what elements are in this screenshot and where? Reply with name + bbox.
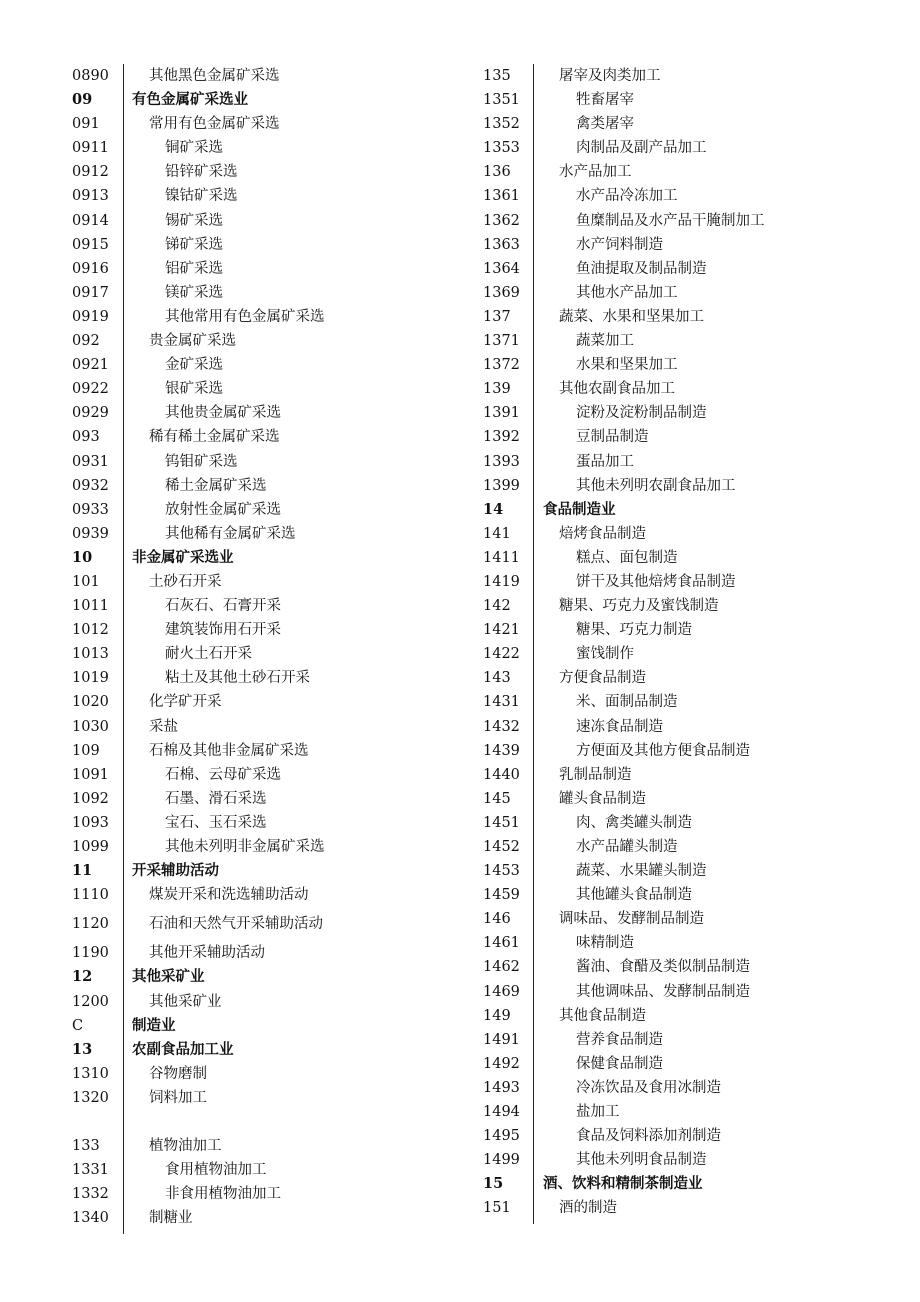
classification-row [72,941,442,965]
industry-code: 0933 [72,501,109,518]
industry-code: 1364 [483,260,520,277]
category-heading-row [72,1038,442,1062]
industry-name: 钨钼矿采选 [165,453,238,470]
classification-row [72,666,442,690]
classification-row [483,715,883,739]
industry-code: 1340 [72,1210,109,1227]
classification-row [72,233,442,257]
industry-name: 铝矿采选 [165,260,223,277]
industry-name: 谷物磨制 [149,1065,207,1082]
industry-code: 1351 [483,92,520,109]
classification-row [72,377,442,401]
industry-name: 蔬菜、水果和坚果加工 [559,308,704,325]
industry-name: 糖果、巧克力制造 [576,622,692,639]
category-heading-row [72,88,442,112]
classification-row [483,401,883,425]
category-heading-row [72,965,442,989]
industry-code: 1469 [483,983,520,1000]
industry-code: 1461 [483,935,520,952]
industry-code: 133 [72,1138,100,1155]
classification-row [72,883,442,907]
industry-code: 0890 [72,68,109,84]
industry-code: 1190 [72,945,109,962]
industry-code: 092 [72,333,100,350]
industry-code: 1392 [483,429,520,446]
industry-name: 盐加工 [576,1104,620,1121]
industry-code: 1499 [483,1152,520,1169]
industry-name: 酱油、食醋及类似制品制造 [576,959,750,976]
industry-code: 1110 [72,887,109,904]
industry-code: 0939 [72,525,109,542]
industry-name: 乳制品制造 [559,766,632,783]
industry-code: 0916 [72,260,109,277]
industry-name: 煤炭开采和洗选辅助活动 [149,887,309,904]
classification-row [483,160,883,184]
industry-code: 091 [72,116,100,133]
industry-code: 1369 [483,284,520,301]
classification-row [483,474,883,498]
industry-code: 09 [72,91,93,109]
industry-name: 常用有色金属矿采选 [149,116,280,133]
classification-row [72,990,442,1014]
industry-name: 豆制品制造 [576,429,649,446]
classification-row [72,353,442,377]
classification-row [72,715,442,739]
classification-row [483,546,883,570]
industry-code: 1493 [483,1079,520,1096]
classification-row [72,329,442,353]
classification-row [72,594,442,618]
classification-row [72,1086,442,1110]
industry-code: 146 [483,911,511,928]
industry-name: 蜜饯制作 [576,646,634,663]
industry-name: 石棉、云母矿采选 [165,766,281,783]
industry-name: 方便面及其他方便食品制造 [576,742,750,759]
classification-row [72,1062,442,1086]
classification-row [483,184,883,208]
classification-row [72,450,442,474]
industry-code: 0922 [72,381,109,398]
industry-code: 0911 [72,140,109,157]
industry-code: 0929 [72,405,109,422]
classification-row [483,1100,883,1124]
classification-row [483,883,883,907]
industry-code: 1030 [72,718,109,735]
industry-name: 焙烤食品制造 [559,525,646,542]
classification-row [483,1196,883,1220]
industry-code: 1361 [483,188,520,205]
industry-code: 109 [72,742,100,759]
industry-code: 1391 [483,405,520,422]
industry-name: 锑矿采选 [165,236,223,253]
industry-name: 铅锌矿采选 [165,164,238,181]
industry-name: 鱼糜制品及水产品干腌制加工 [576,212,765,229]
classification-row [72,912,442,936]
classification-row [483,642,883,666]
industry-code: 1362 [483,212,520,229]
industry-name: 屠宰及肉类加工 [559,68,661,84]
industry-name: 调味品、发酵制品制造 [559,911,704,928]
classification-row [72,474,442,498]
industry-code: 12 [72,968,93,986]
classification-row [72,618,442,642]
industry-code: 1320 [72,1089,109,1106]
classification-row [72,160,442,184]
industry-name: 饼干及其他焙烤食品制造 [576,573,736,590]
industry-name: 镁矿采选 [165,284,223,301]
industry-code: 151 [483,1200,511,1217]
classification-row [483,666,883,690]
classification-row [72,570,442,594]
industry-name: 其他贵金属矿采选 [165,405,281,422]
classification-row [483,811,883,835]
classification-row [483,1148,883,1172]
industry-name: 宝石、玉石采选 [165,814,267,831]
industry-code: 1462 [483,959,520,976]
classification-row [483,835,883,859]
classification-row [72,184,442,208]
industry-code: 0914 [72,212,109,229]
industry-code: 10 [72,548,93,566]
industry-name: 耐火土石开采 [165,646,252,663]
industry-name: 水产品加工 [559,164,632,181]
classification-row [483,618,883,642]
industry-name: 其他采矿业 [149,993,222,1010]
industry-name: 水产品罐头制造 [576,839,678,855]
industry-name: 建筑装饰用石开采 [165,622,281,639]
classification-row [483,377,883,401]
industry-code: 0919 [72,308,109,325]
industry-name: 植物油加工 [149,1138,222,1155]
industry-name: 镍钴矿采选 [165,188,238,205]
industry-name: 稀有稀土金属矿采选 [149,429,280,446]
industry-code: 1439 [483,742,520,759]
industry-name: 糖果、巧克力及蜜饯制造 [559,598,719,615]
classification-row [483,88,883,112]
classification-row [483,329,883,353]
industry-name: 水产品冷冻加工 [576,188,678,205]
industry-name: 肉制品及副产品加工 [576,140,707,157]
industry-name: 罐头食品制造 [559,790,646,807]
classification-row [72,763,442,787]
industry-name: 水果和坚果加工 [576,357,678,374]
classification-row [483,739,883,763]
industry-code: 0917 [72,284,109,301]
industry-name: 保健食品制造 [576,1055,663,1072]
industry-code: 14 [483,500,504,518]
industry-name: 方便食品制造 [559,670,646,687]
industry-code: 1422 [483,646,520,663]
classification-row [72,1182,442,1206]
industry-name: 其他开采辅助活动 [149,945,265,962]
industry-name: 有色金属矿采选业 [132,91,248,109]
industry-code: 1012 [72,622,109,639]
industry-code: 136 [483,164,511,181]
classification-row [483,64,883,88]
industry-code: 1371 [483,333,520,350]
industry-code: 1099 [72,839,109,855]
classification-row [72,787,442,811]
industry-name: 冷冻饮品及食用冰制造 [576,1079,721,1096]
category-heading-row [483,1172,883,1196]
industry-name: 其他调味品、发酵制品制造 [576,983,750,1000]
classification-row [72,112,442,136]
industry-code: 0932 [72,477,109,494]
industry-name: 农副食品加工业 [132,1040,234,1058]
classification-row [483,980,883,1004]
industry-code: 1352 [483,116,520,133]
classification-row [483,955,883,979]
industry-code: 15 [483,1175,504,1193]
classification-row [483,450,883,474]
industry-name: 食用植物油加工 [165,1162,267,1179]
industry-name: 金矿采选 [165,357,223,374]
industry-code: 143 [483,670,511,687]
industry-code: 1451 [483,814,520,831]
industry-code: 141 [483,525,511,542]
industry-code: 1393 [483,453,520,470]
industry-name: 非金属矿采选业 [132,548,234,566]
industry-code: 1453 [483,863,520,880]
industry-name: 其他未列明农副食品加工 [576,477,736,494]
industry-name: 鱼油提取及制品制造 [576,260,707,277]
industry-code: 1120 [72,916,109,933]
classification-row [483,136,883,160]
industry-code: 139 [483,381,511,398]
category-heading-row [72,859,442,883]
industry-code: 1459 [483,887,520,904]
classification-row [72,1158,442,1182]
industry-code: 135 [483,68,511,84]
classification-row [483,907,883,931]
industry-code: 1452 [483,839,520,855]
classification-row [483,859,883,883]
industry-name: 其他农副食品加工 [559,381,675,398]
classification-row [483,522,883,546]
classification-row [72,64,442,88]
industry-code: 0931 [72,453,109,470]
industry-name: 制糖业 [149,1210,193,1227]
right-column [483,64,883,1221]
industry-name: 淀粉及淀粉制品制造 [576,405,707,422]
industry-code: 1432 [483,718,520,735]
classification-row [72,690,442,714]
industry-name: 其他未列明食品制造 [576,1152,707,1169]
industry-name: 食品及饲料添加剂制造 [576,1128,721,1145]
classification-row [72,209,442,233]
industry-code: 1332 [72,1186,109,1203]
industry-code: 1494 [483,1104,520,1121]
industry-code: 093 [72,429,100,446]
industry-name: 蔬菜、水果罐头制造 [576,863,707,880]
industry-code: 1492 [483,1055,520,1072]
industry-name: 开采辅助活动 [132,862,219,880]
industry-name: 其他黑色金属矿采选 [149,68,280,84]
industry-name: 银矿采选 [165,381,223,398]
classification-row [483,209,883,233]
classification-row [72,1134,442,1158]
classification-row [483,763,883,787]
industry-code: 1019 [72,670,109,687]
industry-code: 1091 [72,766,109,783]
industry-name: 锡矿采选 [165,212,223,229]
industry-code: 1411 [483,549,520,566]
classification-row [483,257,883,281]
industry-name: 稀土金属矿采选 [165,477,267,494]
industry-code: 1363 [483,236,520,253]
industry-name: 酒的制造 [559,1200,617,1217]
industry-name: 肉、禽类罐头制造 [576,814,692,831]
industry-name: 蛋品加工 [576,453,634,470]
classification-row [483,425,883,449]
industry-code: 1331 [72,1162,109,1179]
industry-name: 其他水产品加工 [576,284,678,301]
left-column [72,64,442,1230]
industry-name: 铜矿采选 [165,140,223,157]
industry-name: 石棉及其他非金属矿采选 [149,742,309,759]
classification-row [72,257,442,281]
industry-name: 其他采矿业 [132,968,205,986]
industry-name: 放射性金属矿采选 [165,501,281,518]
industry-name: 土砂石开采 [149,573,222,590]
industry-code: 11 [72,862,93,880]
industry-code: C [72,1017,84,1034]
industry-code: 1020 [72,694,109,711]
classification-row [72,642,442,666]
industry-name: 酒、饮料和精制茶制造业 [543,1175,703,1193]
classification-row [483,1124,883,1148]
industry-code: 1011 [72,598,109,615]
industry-name: 其他食品制造 [559,1007,646,1024]
industry-code: 142 [483,598,511,615]
industry-name: 水产饲料制造 [576,236,663,253]
industry-name: 采盐 [149,718,178,735]
industry-name: 饲料加工 [149,1089,207,1106]
classification-row [72,498,442,522]
industry-name: 石油和天然气开采辅助活动 [149,916,323,933]
industry-code: 13 [72,1040,93,1058]
industry-name: 牲畜屠宰 [576,92,634,109]
industry-name: 糕点、面包制造 [576,549,678,566]
industry-name: 非食用植物油加工 [165,1186,281,1203]
industry-name: 贵金属矿采选 [149,333,236,350]
industry-code: 1093 [72,814,109,831]
classification-row [72,835,442,859]
classification-row [483,787,883,811]
classification-row [483,1004,883,1028]
industry-code: 0921 [72,357,109,374]
classification-row [483,1052,883,1076]
industry-name: 营养食品制造 [576,1031,663,1048]
industry-name: 味精制造 [576,935,634,952]
industry-code: 1399 [483,477,520,494]
industry-code: 1092 [72,790,109,807]
industry-code: 0912 [72,164,109,181]
category-heading-row [483,498,883,522]
industry-name: 其他常用有色金属矿采选 [165,308,325,325]
industry-name: 其他罐头食品制造 [576,887,692,904]
classification-row [72,136,442,160]
classification-row [483,233,883,257]
classification-row [72,305,442,329]
industry-code: 1200 [72,993,109,1010]
industry-code: 1013 [72,646,109,663]
industry-name: 速冻食品制造 [576,718,663,735]
industry-code: 101 [72,573,100,590]
classification-row [483,570,883,594]
industry-name: 制造业 [132,1016,176,1034]
industry-code: 1310 [72,1065,109,1082]
classification-row [72,281,442,305]
industry-code: 149 [483,1007,511,1024]
industry-code: 145 [483,790,511,807]
classification-row [483,1028,883,1052]
classification-row [483,281,883,305]
industry-code: 1495 [483,1128,520,1145]
industry-name: 化学矿开采 [149,694,222,711]
classification-row [72,1206,442,1230]
category-heading-row [72,1014,442,1038]
industry-name: 食品制造业 [543,500,616,518]
industry-name: 其他稀有金属矿采选 [165,525,296,542]
industry-code: 1372 [483,357,520,374]
industry-name: 其他未列明非金属矿采选 [165,839,325,855]
industry-code: 1419 [483,573,520,590]
industry-name: 石灰石、石膏开采 [165,598,281,615]
industry-code: 0913 [72,188,109,205]
classification-row [72,522,442,546]
industry-code: 0915 [72,236,109,253]
classification-row [483,690,883,714]
industry-code: 1491 [483,1031,520,1048]
classification-row [72,425,442,449]
industry-code: 1431 [483,694,520,711]
classification-row [483,305,883,329]
category-heading-row [72,546,442,570]
industry-code: 1440 [483,766,520,783]
classification-row [72,401,442,425]
industry-code: 137 [483,308,511,325]
industry-name: 粘土及其他土砂石开采 [165,670,310,687]
industry-code: 1421 [483,622,520,639]
classification-row [72,811,442,835]
classification-row [483,931,883,955]
classification-row [483,594,883,618]
classification-row [72,739,442,763]
industry-name: 石墨、滑石采选 [165,790,267,807]
classification-row [483,1076,883,1100]
industry-name: 禽类屠宰 [576,116,634,133]
industry-name: 米、面制品制造 [576,694,678,711]
classification-row [483,112,883,136]
classification-row [483,353,883,377]
industry-code: 1353 [483,140,520,157]
industry-name: 蔬菜加工 [576,333,634,350]
